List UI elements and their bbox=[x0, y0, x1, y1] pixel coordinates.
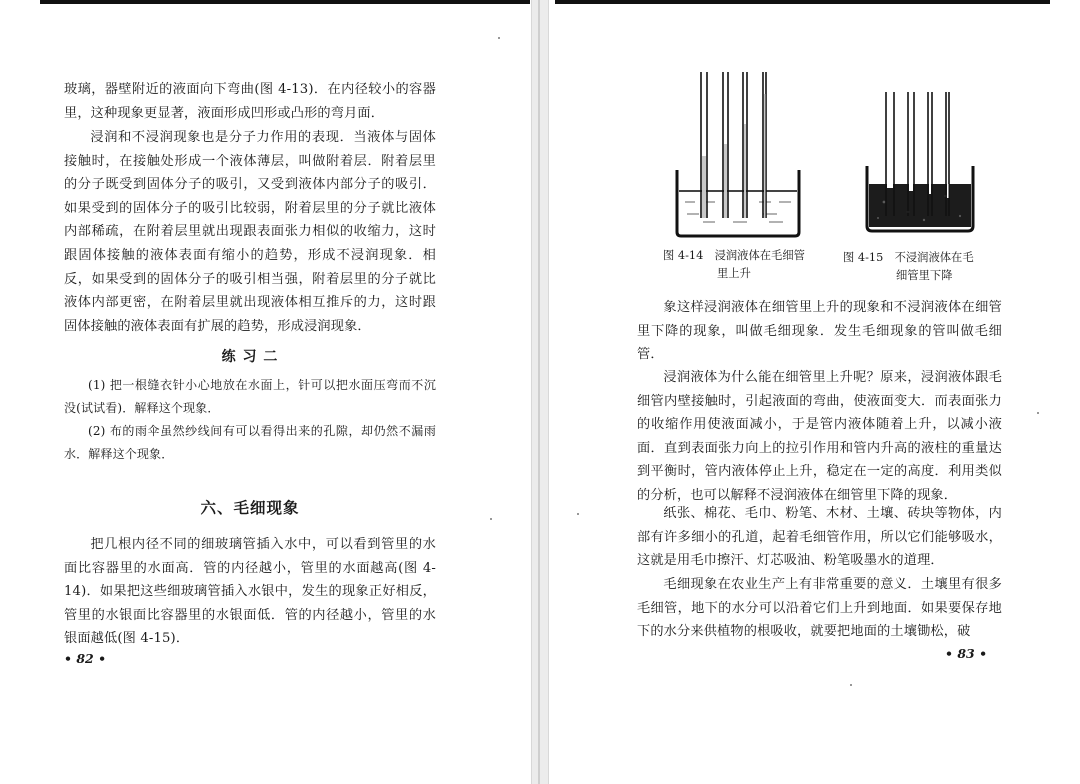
left-page bbox=[0, 0, 531, 784]
section-title: 六、毛细现象 bbox=[200, 498, 300, 517]
scan-speck bbox=[498, 37, 500, 39]
scan-speck bbox=[850, 684, 852, 686]
figure-4-14-caption-line-1: 图 4-14 浸润液体在毛细管 bbox=[663, 249, 805, 262]
section-paragraph: 把几根内径不同的细玻璃管插入水中，可以看到管里的水面比容器里的水面高．管的内径越小，管里的水面越高(图 4-14)．如果把这些细玻璃管插入水银中，发生的现象正好相反，管里的水银面比容器里的水银面低．管的内径越小，管里的水银面越低(图 4-15)． bbox=[64, 537, 436, 647]
right-paragraph-1: 象这样浸润液体在细管里上升的现象和不浸润液体在细管里下降的现象，叫做毛细现象．发生毛细现象的管叫做毛细管． bbox=[637, 300, 1002, 363]
right-paragraph-3: 纸张、棉花、毛巾、粉笔、木材、土壤、砖块等物体，内部有许多细小的孔道，起着毛细管作用，所以它们能够吸水，这就是用毛巾擦汗、灯芯吸油、粉笔吸墨水的道理． bbox=[637, 506, 1002, 569]
mercury-pool bbox=[869, 184, 971, 227]
right-page-number: • 83 • bbox=[945, 646, 988, 661]
figure-4-14-caption-line-2: 里上升 bbox=[717, 267, 751, 280]
exercise-title: 练 习 二 bbox=[221, 349, 279, 365]
left-page-number: • 82 • bbox=[64, 651, 107, 666]
water-container bbox=[677, 170, 799, 236]
capillary-fall-diagram bbox=[864, 92, 976, 234]
figure-4-15-caption-line-2: 细管里下降 bbox=[896, 269, 953, 282]
exercise-2: (2) 布的雨伞虽然纱线间有可以看得出来的孔隙，却仍然不漏雨水．解释这个现象． bbox=[64, 424, 436, 461]
gutter-fold-line bbox=[538, 0, 540, 784]
scan-speck bbox=[1037, 412, 1039, 414]
left-paragraph-2: 浸润和不浸润现象也是分子力作用的表现．当液体与固体接触时，在接触处形成一个液体薄层，叫做附着层．附着层里的分子既受到固体分子的吸引，又受到液体内部分子的吸引．如果受到的固体分子的吸引比较弱，附着层里的分子就比液体内部稀疏，在附着层里就出现跟表面张力相似的收缩力，这时跟固体接触的液体表面有缩小的趋势，形成不浸润现象．相反，如果受到的固体分子的吸引相当强，附着层里的分子就比液体内部更密，在附着层里就出现液体相互推斥的力，这时跟固体接触的液体表面有扩展的趋势，形成浸润现象． bbox=[64, 130, 436, 334]
glass-tubes bbox=[701, 72, 766, 218]
figure-4-15-caption-line-1: 图 4-15 不浸润液体在毛 bbox=[843, 251, 974, 264]
left-paragraph-1: 玻璃，器壁附近的液面向下弯曲(图 4-13)．在内径较小的容器里，这种现象更显著，液面形成凹形或凸形的弯月面． bbox=[64, 82, 436, 121]
exercise-1: (1) 把一根缝衣针小心地放在水面上，针可以把水面压弯而不沉没(试试看)．解释这个现象． bbox=[64, 378, 436, 415]
right-paragraph-4: 毛细现象在农业生产上有非常重要的意义．土壤里有很多毛细管，地下的水分可以沿着它们上升到地面．如果要保存地下的水分来供植物的根吸收，就要把地面的土壤锄松，破 bbox=[637, 577, 1002, 640]
right-paragraph-2: 浸润液体为什么能在细管里上升呢？原来，浸润液体跟毛细管内壁接触时，引起液面的弯曲，使液面变大．而表面张力的收缩作用使液面减小，于是管内液体随着上升，以减小液面．直到表面张力向上的拉引作用和管内升高的液柱的重量达到平衡时，管内液体停止上升，稳定在一定的高度．利用类似的分析，也可以解释不浸润液体在细管里下降的现象． bbox=[637, 370, 1002, 503]
mercury-free-water-level bbox=[679, 190, 797, 192]
right-page bbox=[547, 0, 1080, 784]
scan-speck bbox=[490, 518, 492, 520]
scan-speck bbox=[577, 513, 579, 515]
capillary-rise-diagram bbox=[673, 72, 803, 238]
risen-water-columns bbox=[702, 94, 766, 218]
